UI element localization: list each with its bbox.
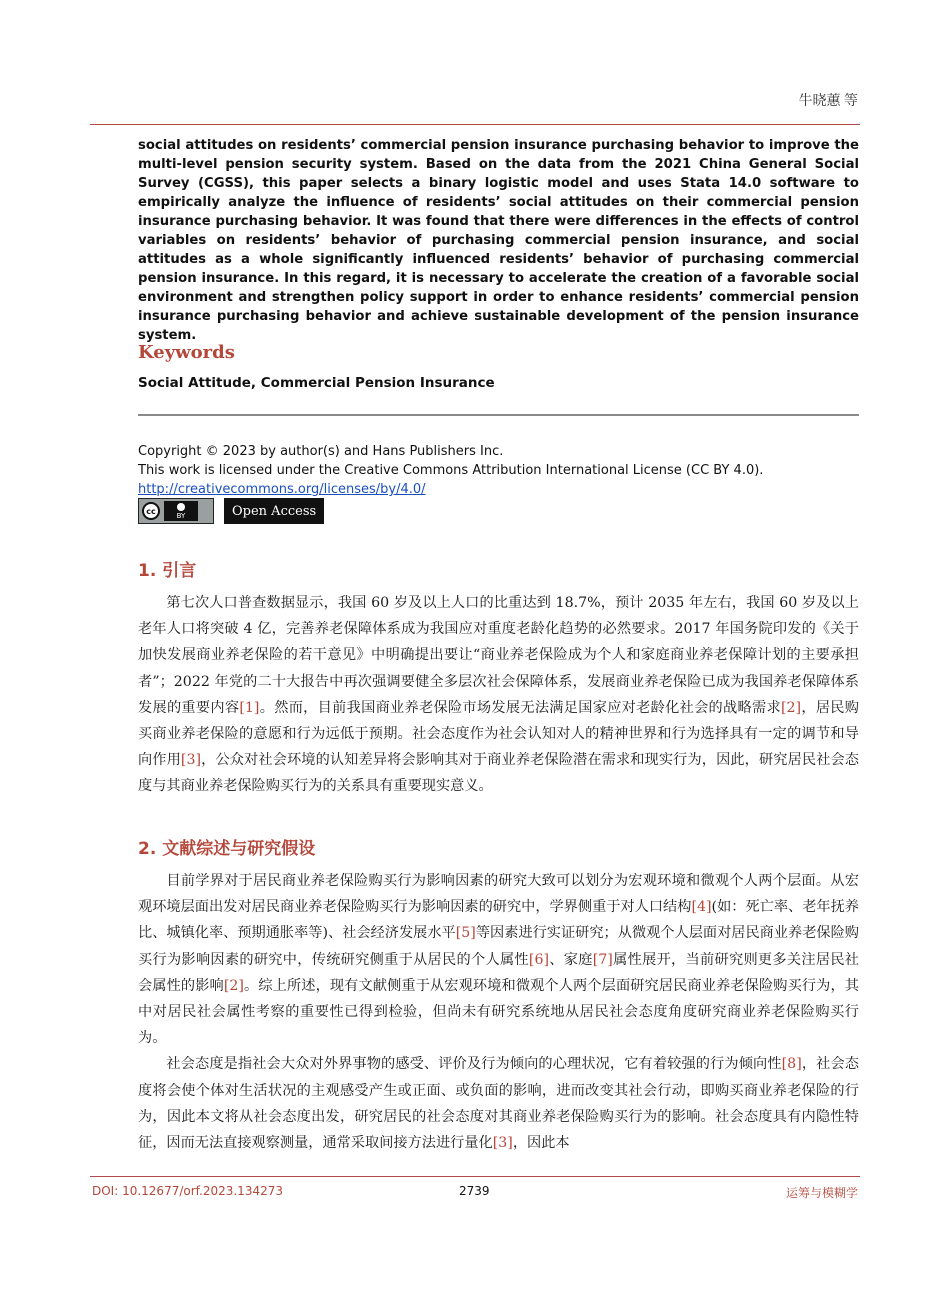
paragraph-text: (如：死亡率、老年抚养比、城镇化率、预期通胀率等)、社会经济发展水平	[138, 899, 859, 942]
citation-link[interactable]: [2]	[223, 977, 244, 994]
citation-link[interactable]: [2]	[780, 699, 802, 716]
abstract-text: social attitudes on residents’ commercial pension insurance purchasing behavior to improve the multi-level pension security system. Based on the data from the 2021 China General Social Survey (CGSS), this paper selects a binary logistic model and uses Stata 14.0 software to empirically analyze the influence of residents’ social attitudes on their commercial pension insurance purchasing behavior. It was found that there were differences in the effects of control variables on residents’ behavior of purchasing commercial pension insurance, and social attitudes as a whole significantly influenced residents’ behavior of purchasing commercial pension insurance. In this regard, it is necessary to accelerate the creation of a favorable social environment and strengthen policy support in order to enhance residents’ commercial pension insurance purchasing behavior and achieve sustainable development of the pension insurance system.	[138, 138, 859, 343]
paragraph-text: 。综上所述，现有文献侧重于从宏观环境和微观个人两个层面研究居民商业养老保险购买行为，其中对居民社会属性考察的重要性已得到检验，但尚未有研究系统地从居民社会态度角度研究商业养老保险购买行为。	[138, 977, 859, 1047]
paragraph-text: ，因此本	[512, 1135, 570, 1152]
paragraph-text: ，社会态度将会使个体对生活状况的主观感受产生或正面、或负面的影响，进而改变其社会行动，即购买商业养老保险的行为，因此本文将从社会态度出发，研究居民的社会态度对其商业养老保险购买行为的影响。社会态度具有内隐性特征，因而无法直接观察测量，通常采取间接方法进行量化	[138, 1056, 859, 1152]
section-2-body	[138, 868, 859, 1156]
section-2-paragraph-1	[138, 868, 859, 1051]
copyright-block	[138, 442, 763, 499]
paragraph-text: 属性展开，当前研究则更多关注居民社会属性的影响	[138, 951, 859, 994]
paragraph-text: ，居民购买商业养老保险的意愿和行为远低于预期。社会态度作为社会认知对人的精神世界和行为选择具有一定的调节和导向作用	[138, 699, 859, 769]
section-1-heading: 1. 引言	[138, 561, 197, 581]
page-number: 2739	[459, 1184, 490, 1198]
citation-link[interactable]: [1]	[239, 699, 260, 716]
citation-link[interactable]: [5]	[455, 925, 476, 942]
paragraph-text: 目前学界对于居民商业养老保险购买行为影响因素的研究大致可以划分为宏观环境和微观个人两个层面。从宏观环境层面出发对居民商业养老保险购买行为影响因素的研究中，学界侧重于对人口结构	[138, 873, 859, 916]
citation-link[interactable]: [3]	[492, 1135, 513, 1152]
section-1-paragraph	[138, 590, 859, 800]
journal-name: 运筹与模糊学	[785, 1186, 858, 1200]
citation-link[interactable]: [3]	[180, 752, 202, 769]
section-1-body	[138, 590, 859, 800]
cc-icon: cc	[142, 502, 160, 520]
copyright-line: Copyright © 2023 by author(s) and Hans Publishers Inc.	[138, 444, 504, 459]
open-access-badge[interactable]: Open Access	[224, 498, 324, 524]
keywords-heading: Keywords	[138, 342, 235, 363]
paragraph-text: 、家庭	[549, 951, 593, 968]
section-divider	[138, 414, 859, 416]
paragraph-text: 社会态度是指社会大众对外界事物的感受、评价及行为倾向的心理状况，它有着较强的行为倾向性	[166, 1056, 782, 1073]
paragraph-text: ，公众对社会环境的认知差异将会影响其对于商业养老保险潜在需求和现实行为，因此，研究居民社会态度与其商业养老保险购买行为的关系具有重要现实意义。	[138, 752, 859, 795]
running-head: 牛晓蕙 等	[798, 94, 858, 109]
citation-link[interactable]: [7]	[592, 951, 613, 968]
license-line: This work is licensed under the Creative Commons Attribution International License (CC BY 4.0).	[138, 463, 764, 478]
header-rule	[90, 124, 860, 125]
license-link[interactable]: http://creativecommons.org/licenses/by/4.0/	[138, 482, 426, 497]
citation-link[interactable]: [4]	[691, 899, 712, 916]
paragraph-text: 第七次人口普查数据显示，我国 60 岁及以上人口的比重达到 18.7%，预计 2035 年左右，我国 60 岁及以上老年人口将突破 4 亿，完善养老保障体系成为我国应对重度老龄化趋势的必然要求。2017 年国务院印发的《关于加快发展商业养老保险的若干意见》中明确提出要让“商业养老保险成为个人和家庭商业养老保障计划的主要承担者”；2022 年党的二十大报告中再次强调要健全多层次社会保障体系，发展商业养老保险已成为我国养老保障体系发展的重要内容	[138, 595, 859, 716]
paragraph-text: 。然而，目前我国商业养老保险市场发展无法满足国家应对老龄化社会的战略需求	[259, 699, 781, 716]
paragraph-text: 等因素进行实证研究；从微观个人层面对居民商业养老保险购买行为影响因素的研究中，传统研究侧重于从居民的个人属性	[138, 925, 859, 968]
by-label: BY	[176, 511, 186, 520]
section-2-paragraph-2	[138, 1051, 859, 1156]
keywords-text: Social Attitude, Commercial Pension Insurance	[138, 375, 495, 391]
citation-link[interactable]: [8]	[781, 1056, 802, 1073]
citation-link[interactable]: [6]	[528, 951, 550, 968]
section-2-heading: 2. 文献综述与研究假设	[138, 839, 316, 859]
footer-rule	[90, 1176, 860, 1177]
cc-by-badge[interactable]	[138, 498, 214, 524]
person-icon	[177, 503, 185, 511]
footer-doi: DOI: 10.12677/orf.2023.134273	[92, 1184, 283, 1198]
by-icon	[164, 501, 198, 521]
license-badges	[138, 498, 324, 524]
